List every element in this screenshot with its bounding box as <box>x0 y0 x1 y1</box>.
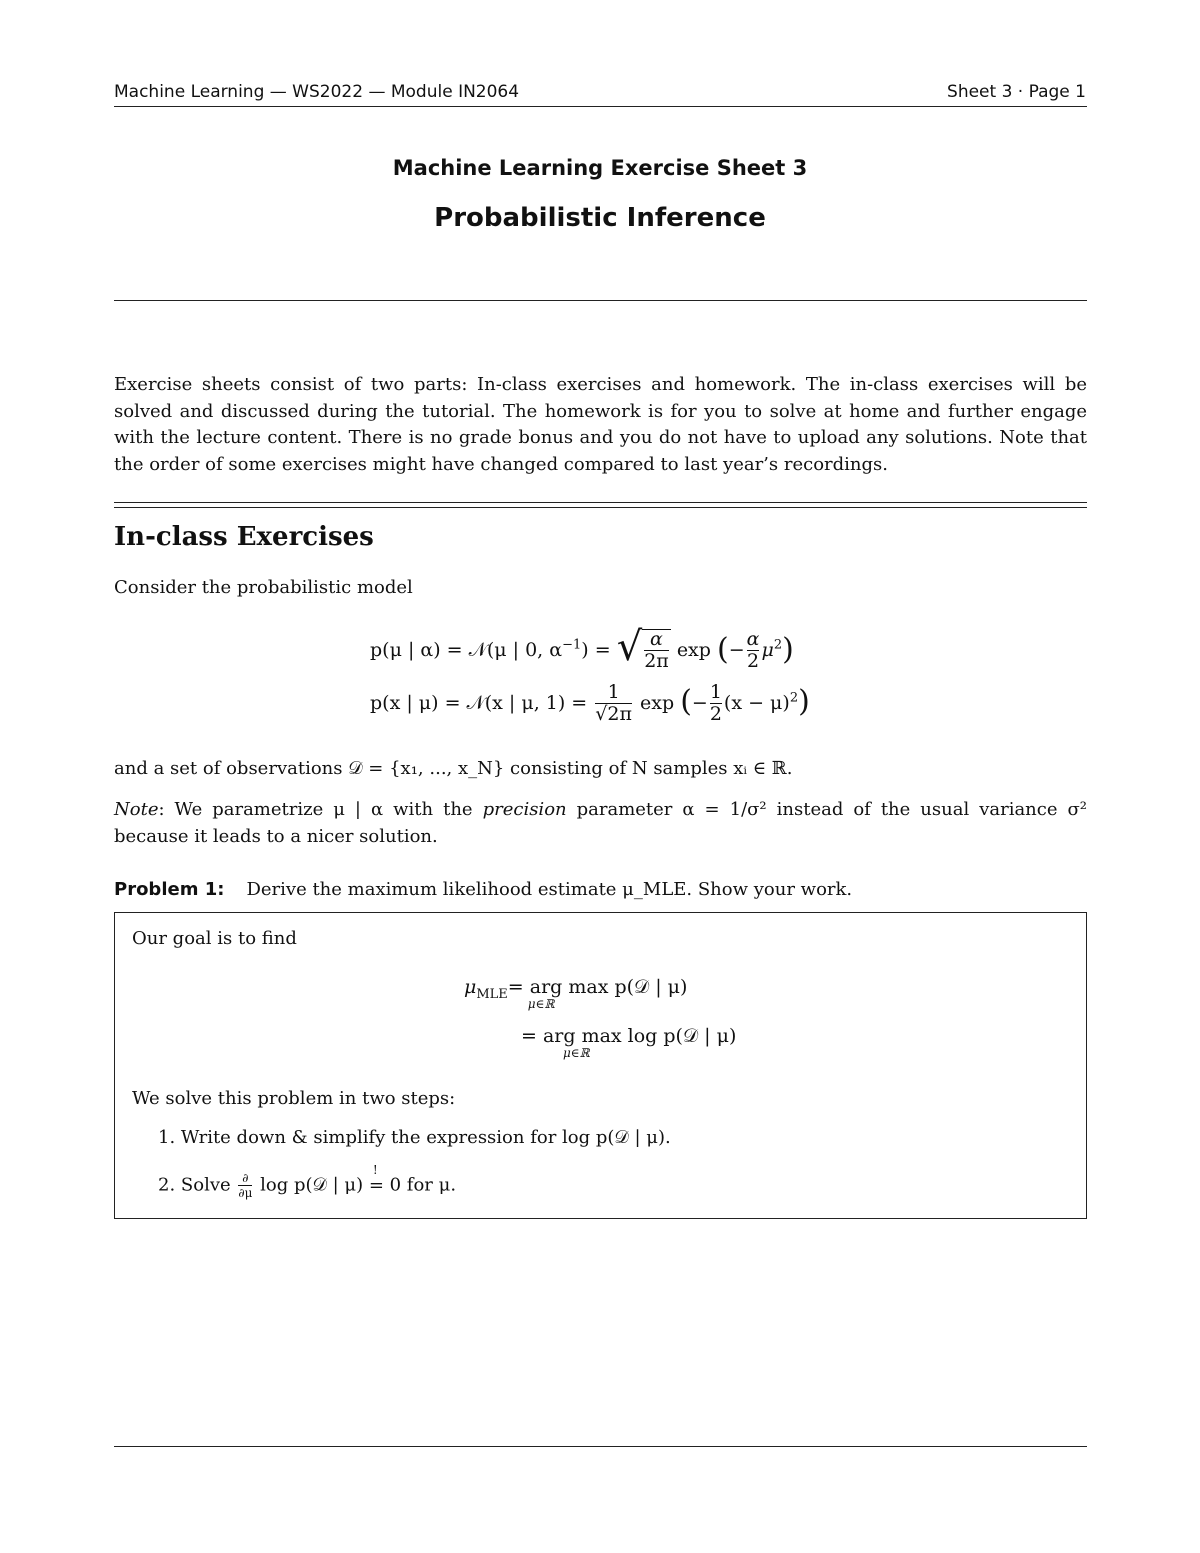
prior-frac-num: α <box>650 628 663 651</box>
argmax-domain: μ∈ℝ <box>527 997 555 1011</box>
prior-exp: exp <box>676 639 711 661</box>
title-rule <box>114 300 1087 301</box>
problem-label: Problem 1: <box>114 879 225 900</box>
solution-goal: Our goal is to find <box>132 928 297 949</box>
problem-statement <box>114 879 852 900</box>
mle-definition <box>464 976 688 1011</box>
likelihood-inner-den: 2 <box>709 702 722 725</box>
prior-inner-den: 2 <box>747 650 760 672</box>
note-text-a: : We parametrize μ | α with the <box>158 799 483 820</box>
mle-mu: μ <box>464 976 477 998</box>
prior-equation: p(μ | α) = 𝒩(μ | 0, $\alpha^{-1}$) = √ $\frac{\alpha}{2\pi}$ exp (− $\frac{\alpha}{2}$ $\mu^2$) <box>370 624 794 672</box>
running-header-right: Sheet 3 · Page 1 <box>947 82 1086 102</box>
sheet-title: Machine Learning Exercise Sheet 3 <box>392 156 808 180</box>
likelihood-tail-sq: 2 <box>789 690 799 706</box>
running-header-left: Machine Learning — WS2022 — Module IN2064 <box>114 82 520 102</box>
prior-mid: ) = <box>581 639 611 661</box>
paren-close: ) <box>782 631 794 667</box>
step-2-a: 2. Solve <box>158 1174 237 1196</box>
note-label: Note <box>114 799 159 820</box>
prior-frac-den: 2π <box>644 650 669 672</box>
footer-rule <box>114 1446 1087 1447</box>
sqrt-symbol: √ <box>616 624 643 670</box>
section-divider-top <box>114 502 1087 503</box>
defined-equal-mark: ! <box>372 1162 378 1177</box>
section-divider-bottom <box>114 507 1087 508</box>
topic-title: Probabilistic Inference <box>434 203 766 233</box>
prior-inner-num: α <box>746 628 760 651</box>
mle-subscript: MLE <box>476 986 508 1002</box>
observations-text: and a set of observations 𝒟 = {x₁, ..., x_N} consisting of N samples xᵢ ∈ ℝ. <box>114 758 793 779</box>
likelihood-inner-num: 1 <box>709 681 722 703</box>
mle-log-argmax: = arg max log p(𝒟 | μ) <box>521 1025 737 1047</box>
step-2 <box>158 1162 457 1200</box>
header-rule <box>114 106 1087 107</box>
step-2-c: 0 for μ. <box>383 1174 457 1196</box>
steps-intro: We solve this problem in two steps: <box>132 1088 456 1109</box>
mle-argmax: = arg max p(𝒟 | μ) <box>507 976 688 998</box>
likelihood-frac-num: 1 <box>607 681 620 703</box>
prior-mu: μ <box>761 639 774 661</box>
model-intro-text: Consider the probabilistic model <box>114 577 413 598</box>
intro-paragraph: Exercise sheets consist of two parts: In-class exercises and homework. The in-class exercises will be solved and discussed during the tutorial. The homework is for you to solve at home and further engage with the lecture content. There is no grade bonus and you do not have to upload any solutions. Note that the order of some exercises might have changed compared to last year’s recordings. <box>114 374 1087 475</box>
likelihood-frac-den: 2π <box>607 702 632 725</box>
likelihood-tail: (x − μ) <box>723 691 790 714</box>
note-text-b: parameter α = 1/σ² instead of the usual variance σ² because it leads to a nicer solution. <box>114 799 1088 847</box>
prior-mu-sq: 2 <box>773 637 783 653</box>
partial-num: ∂ <box>242 1171 249 1185</box>
paren-open: ( <box>680 684 692 720</box>
step-1: 1. Write down & simplify the expression for log p(𝒟 | μ). <box>158 1127 671 1148</box>
step-2-b: log p(𝒟 | μ) <box>254 1174 369 1196</box>
sqrt-radicand <box>642 629 671 672</box>
equals-sign: = <box>368 1174 384 1196</box>
problem-text: Derive the maximum likelihood estimate μ_MLE. Show your work. <box>246 879 853 900</box>
note-paragraph <box>114 796 1087 850</box>
note-emphasis: precision <box>482 799 567 820</box>
partial-den: ∂μ <box>238 1185 253 1200</box>
paren-close: ) <box>798 684 810 720</box>
mle-log-definition <box>521 1025 737 1060</box>
likelihood-exp: exp <box>640 691 675 714</box>
likelihood-equation: p(x | μ) = 𝒩(x | μ, 1) = $\frac{1}{√2\pi}$ exp (− $\frac{1}{2}$ $(x - \mu)^2$) <box>370 681 810 725</box>
likelihood-lhs: p(x | μ) = 𝒩(x | μ, 1) = <box>370 691 588 714</box>
section-heading: In-class Exercises <box>114 522 374 552</box>
paren-open: ( <box>716 631 729 667</box>
prior-exponent: −1 <box>562 637 582 653</box>
prior-lhs: p(μ | α) = 𝒩(μ | 0, α <box>370 639 563 661</box>
argmax-domain: μ∈ℝ <box>563 1046 590 1060</box>
